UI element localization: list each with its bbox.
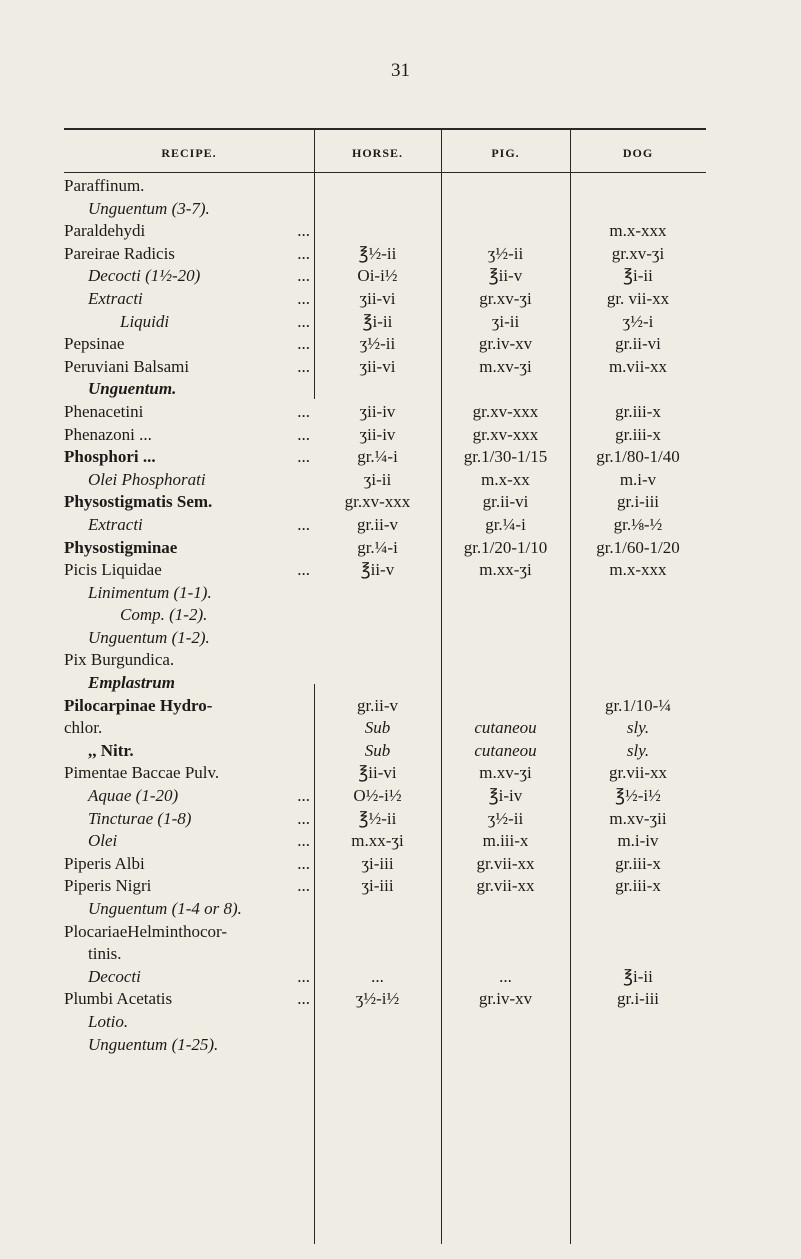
recipe-cell <box>64 469 314 492</box>
table-row <box>64 446 706 469</box>
dog-dose: gr.1/60-1/20 <box>596 537 680 557</box>
recipe-name: Piperis Nigri <box>64 876 152 896</box>
table-row <box>64 921 706 944</box>
pig-dose: m.x-xx <box>481 469 530 489</box>
table-row <box>64 762 706 785</box>
dog-dose: gr.vii-xx <box>608 763 668 783</box>
pig-dose: ʒ½-ii <box>487 243 524 263</box>
leader-dots: ... <box>297 853 310 873</box>
leader-dots: ... <box>297 334 310 354</box>
horse-dose: ʒi-ii <box>363 469 392 489</box>
table-header-rule <box>64 172 706 173</box>
recipe-cell <box>64 988 314 1011</box>
horse-dose: ʒi-iii <box>361 853 394 873</box>
table-row <box>64 288 706 311</box>
leader-dots: ... <box>297 356 310 376</box>
recipe-name: Phosphori ... <box>64 447 156 467</box>
recipe-cell <box>64 537 314 560</box>
horse-dose: ʒii-iv <box>359 401 396 421</box>
recipe-name: Emplastrum <box>88 673 175 693</box>
table-row <box>64 627 706 650</box>
dog-dose: gr.ii-vi <box>615 334 661 354</box>
horse-dose: Sub <box>364 740 391 760</box>
dog-dose: gr. vii-xx <box>606 288 670 308</box>
leader-dots: ... <box>297 514 310 534</box>
dog-dose: gr.i-iii <box>616 989 660 1009</box>
horse-dose: gr.ii-v <box>356 514 399 534</box>
horse-dose: ℥ii-v <box>360 560 395 580</box>
recipe-cell <box>64 1011 314 1034</box>
recipe-name: Liquidi <box>120 311 170 331</box>
table-row <box>64 175 706 198</box>
recipe-name: tinis. <box>88 944 122 964</box>
horse-dose: ʒi-iii <box>361 876 394 896</box>
table-row <box>64 243 706 266</box>
leader-dots: ... <box>297 221 310 241</box>
table-row <box>64 514 706 537</box>
recipe-cell <box>64 198 314 221</box>
recipe-cell <box>64 672 314 695</box>
pig-dose <box>441 921 570 944</box>
pig-dose <box>441 604 570 627</box>
table-row <box>64 559 706 582</box>
recipe-cell <box>64 424 314 447</box>
table-row <box>64 333 706 356</box>
leader-dots: ... <box>297 424 310 444</box>
table-row <box>64 672 706 695</box>
table-row <box>64 966 706 989</box>
table-row <box>64 1011 706 1034</box>
pig-dose <box>441 198 570 221</box>
pig-dose: gr.ii-vi <box>482 492 529 512</box>
dog-dose: gr.1/10-¼ <box>604 695 672 715</box>
recipe-name: Linimentum (1-1). <box>88 582 212 602</box>
dog-dose: ℥½-i½ <box>615 786 661 806</box>
table-row <box>64 740 706 763</box>
pig-dose: cutaneou <box>474 740 537 760</box>
recipe-name: Physostigminae <box>64 537 178 557</box>
pig-dose: ℥i-iv <box>488 786 523 806</box>
recipe-cell <box>64 649 314 672</box>
recipe-name: Decocti <box>88 966 141 986</box>
table-row <box>64 785 706 808</box>
dog-dose <box>570 604 706 627</box>
horse-dose <box>314 582 441 605</box>
horse-dose: ʒii-vi <box>359 288 396 308</box>
dog-dose <box>570 672 706 695</box>
leader-dots: ... <box>297 808 310 828</box>
table-row <box>64 830 706 853</box>
table-row <box>64 943 706 966</box>
recipe-cell <box>64 966 314 989</box>
recipe-cell <box>64 491 314 514</box>
dog-dose <box>570 175 706 198</box>
recipe-cell <box>64 288 314 311</box>
dog-dose <box>570 582 706 605</box>
leader-dots: ... <box>297 966 310 986</box>
recipe-cell <box>64 921 314 944</box>
table-row <box>64 604 706 627</box>
pig-dose <box>441 1034 570 1057</box>
dog-dose: sly. <box>626 718 650 738</box>
horse-dose: ℥½-ii <box>358 243 397 263</box>
horse-dose: Sub <box>364 718 391 738</box>
leader-dots: ... <box>297 243 310 263</box>
recipe-name: Plumbi Acetatis <box>64 989 173 1009</box>
table-top-rule <box>64 128 706 130</box>
recipe-cell <box>64 220 314 243</box>
horse-dose: gr.xv-xxx <box>344 492 411 512</box>
recipe-name: Unguentum (1-4 or 8). <box>88 899 242 918</box>
leader-dots: ... <box>297 447 310 467</box>
pig-dose: ... <box>499 966 512 986</box>
table-row <box>64 988 706 1011</box>
recipe-cell <box>64 1034 314 1057</box>
recipe-name: Unguentum (1-25). <box>88 1034 219 1054</box>
recipe-cell <box>64 898 314 921</box>
recipe-name: Piperis Albi <box>64 853 145 873</box>
table-row <box>64 311 706 334</box>
recipe-cell <box>64 830 314 853</box>
dog-dose: gr.⅛-½ <box>613 514 663 534</box>
recipe-name: Comp. (1-2). <box>120 605 208 625</box>
pig-dose: gr.vii-xx <box>476 853 535 873</box>
pig-dose: m.xv-ʒi <box>479 356 532 376</box>
dog-dose: gr.i-iii <box>616 492 660 512</box>
horse-dose <box>314 198 441 221</box>
horse-dose <box>314 1034 441 1057</box>
leader-dots: ... <box>297 560 310 580</box>
horse-dose: ℥i-ii <box>362 311 393 331</box>
dog-dose: m.xv-ʒii <box>609 808 667 828</box>
dog-dose: gr.xv-ʒi <box>611 243 665 263</box>
table-row <box>64 875 706 898</box>
pig-dose: ʒi-ii <box>491 311 520 331</box>
table-row <box>64 356 706 379</box>
table-row <box>64 265 706 288</box>
recipe-name: Unguentum (3-7). <box>88 198 210 218</box>
pig-dose <box>441 898 570 921</box>
leader-dots: ... <box>297 831 310 851</box>
table-row <box>64 378 706 401</box>
pig-dose <box>441 672 570 695</box>
dog-dose: ʒ½-i <box>622 311 654 331</box>
dog-dose: m.vii-xx <box>608 356 668 376</box>
pig-dose <box>441 943 570 966</box>
dog-dose <box>570 1011 706 1034</box>
recipe-name: Pilocarpinae Hydro- <box>64 695 213 715</box>
recipe-cell <box>64 627 314 650</box>
table-row <box>64 717 706 740</box>
pig-dose: gr.iv-xv <box>478 989 533 1009</box>
recipe-cell <box>64 785 314 808</box>
horse-dose <box>314 943 441 966</box>
table-row <box>64 537 706 560</box>
recipe-cell <box>64 446 314 469</box>
recipe-cell <box>64 604 314 627</box>
dog-dose: gr.1/80-1/40 <box>596 447 680 467</box>
header-dog: DOG <box>622 146 654 160</box>
recipe-name: Pareirae Radicis <box>64 243 175 263</box>
dog-dose <box>570 921 706 944</box>
dog-dose: ℥i-ii <box>623 266 653 286</box>
table-row <box>64 1034 706 1057</box>
pig-dose: gr.¼-i <box>485 514 526 534</box>
recipe-name: Olei <box>88 831 118 851</box>
recipe-cell <box>64 762 314 785</box>
dog-dose <box>570 1034 706 1057</box>
recipe-name: Physostigmatis Sem. <box>64 492 213 512</box>
pig-dose <box>441 220 570 243</box>
dog-dose: sly. <box>626 740 650 760</box>
recipe-name: Phenacetini <box>64 401 144 421</box>
recipe-cell <box>64 175 314 198</box>
pig-dose <box>441 582 570 605</box>
recipe-cell <box>64 401 314 424</box>
recipe-name: PlocariaeHelminthocor- <box>64 921 227 941</box>
page-number: 31 <box>391 60 410 81</box>
recipe-name: Unguentum. <box>88 379 177 399</box>
horse-dose <box>314 604 441 627</box>
recipe-cell <box>64 378 314 401</box>
leader-dots: ... <box>297 311 310 331</box>
dog-dose <box>570 198 706 221</box>
dog-dose: m.x-xxx <box>609 221 667 241</box>
table-row <box>64 808 706 831</box>
horse-dose: ℥½-ii <box>358 808 397 828</box>
horse-dose <box>314 921 441 944</box>
header-pig: PIG. <box>491 146 520 160</box>
pig-dose: m.iii-x <box>482 831 529 851</box>
pig-dose: ʒ½-ii <box>487 808 524 828</box>
dog-dose: gr.iii-x <box>615 424 661 444</box>
table-row <box>64 853 706 876</box>
dog-dose: m.x-xxx <box>609 560 667 580</box>
recipe-name: Pix Burgundica. <box>64 650 175 670</box>
recipe-cell <box>64 265 314 288</box>
recipe-name: Extracti <box>88 514 143 534</box>
table-row <box>64 220 706 243</box>
recipe-cell <box>64 514 314 537</box>
pig-dose: gr.iv-xv <box>478 334 533 354</box>
table-row <box>64 898 706 921</box>
recipe-cell <box>64 875 314 898</box>
horse-dose: ʒ½-i½ <box>355 989 400 1009</box>
recipe-name: Unguentum (1-2). <box>88 627 210 647</box>
leader-dots: ... <box>297 786 310 806</box>
recipe-name: Paraldehydi <box>64 221 146 241</box>
recipe-name: Tincturae (1-8) <box>88 808 192 828</box>
recipe-name: Decocti (1½-20) <box>88 266 201 286</box>
recipe-cell <box>64 695 314 718</box>
table-row <box>64 491 706 514</box>
recipe-name: Aquae (1-20) <box>88 786 179 806</box>
leader-dots: ... <box>297 266 310 286</box>
dog-dose <box>570 943 706 966</box>
horse-dose: gr.ii-v <box>356 695 399 715</box>
pig-dose <box>441 695 570 718</box>
pig-dose <box>441 175 570 198</box>
dog-dose: gr.iii-x <box>615 401 661 421</box>
recipe-name: Lotio. <box>88 1011 129 1031</box>
table-row <box>64 401 706 424</box>
pig-dose: gr.xv-xxx <box>472 401 539 421</box>
horse-dose <box>314 220 441 243</box>
leader-dots: ... <box>297 876 310 896</box>
pig-dose: m.xv-ʒi <box>479 763 532 783</box>
recipe-cell <box>64 311 314 334</box>
horse-dose: ʒii-vi <box>359 356 396 376</box>
recipe-cell <box>64 808 314 831</box>
dog-dose: ℥i-ii <box>623 966 653 986</box>
horse-dose: m.xx-ʒi <box>351 831 404 851</box>
recipe-cell <box>64 740 314 763</box>
pig-dose: gr.vii-xx <box>476 876 535 896</box>
dog-dose <box>570 898 706 921</box>
recipe-cell <box>64 356 314 379</box>
header-horse: HORSE. <box>351 146 403 160</box>
dog-dose <box>570 649 706 672</box>
horse-dose: ʒii-iv <box>359 424 396 444</box>
recipe-cell <box>64 333 314 356</box>
pig-dose <box>441 1011 570 1034</box>
horse-dose: ... <box>371 966 384 986</box>
horse-dose: gr.¼-i <box>357 447 398 467</box>
dog-dose: m.i-v <box>619 469 657 489</box>
recipe-name: chlor. <box>64 718 103 738</box>
horse-dose <box>314 175 441 198</box>
dog-dose <box>570 378 706 401</box>
table-row <box>64 424 706 447</box>
table-row <box>64 649 706 672</box>
horse-dose <box>314 649 441 672</box>
dosage-table <box>64 175 706 1056</box>
pig-dose: gr.1/20-1/10 <box>463 537 548 557</box>
recipe-name: Extracti <box>88 288 143 308</box>
horse-dose: ℥ii-vi <box>358 763 397 783</box>
pig-dose: gr.xv-xxx <box>472 424 539 444</box>
recipe-cell <box>64 582 314 605</box>
table-row <box>64 582 706 605</box>
pig-dose: gr.1/30-1/15 <box>463 447 548 467</box>
pig-dose <box>441 378 570 401</box>
recipe-name: Pepsinae <box>64 334 125 354</box>
horse-dose: gr.¼-i <box>357 537 398 557</box>
dog-dose: m.i-iv <box>617 831 659 851</box>
pig-dose <box>441 627 570 650</box>
dog-dose <box>570 627 706 650</box>
recipe-cell <box>64 853 314 876</box>
horse-dose <box>314 627 441 650</box>
pig-dose: cutaneou <box>474 718 537 738</box>
pig-dose: gr.xv-ʒi <box>479 288 532 308</box>
horse-dose: O½-i½ <box>353 786 402 806</box>
pig-dose <box>441 649 570 672</box>
dog-dose: gr.iii-x <box>615 876 661 896</box>
recipe-name: Olei Phosphorati <box>88 469 206 489</box>
horse-dose: Oi-i½ <box>357 266 398 286</box>
recipe-cell <box>64 943 314 966</box>
recipe-name: Pimentae Baccae Pulv. <box>64 763 220 783</box>
leader-dots: ... <box>297 288 310 308</box>
recipe-cell <box>64 717 314 740</box>
recipe-name: Paraffinum. <box>64 176 145 195</box>
dog-dose: gr.iii-x <box>615 853 661 873</box>
recipe-cell <box>64 243 314 266</box>
recipe-name: Phenazoni ... <box>64 424 152 444</box>
horse-dose <box>314 672 441 695</box>
horse-dose <box>314 898 441 921</box>
header-recipe: RECIPE. <box>161 146 217 160</box>
leader-dots: ... <box>297 401 310 421</box>
recipe-name: Peruviani Balsami <box>64 356 190 376</box>
horse-dose <box>314 378 441 401</box>
leader-dots: ... <box>297 989 310 1009</box>
horse-dose: ʒ½-ii <box>359 334 396 354</box>
table-row <box>64 695 706 718</box>
pig-dose: m.xx-ʒi <box>479 560 532 580</box>
recipe-name: Picis Liquidae <box>64 560 162 580</box>
recipe-cell <box>64 559 314 582</box>
table-row <box>64 198 706 221</box>
pig-dose: ℥ii-v <box>488 266 523 286</box>
horse-dose <box>314 1011 441 1034</box>
table-row <box>64 469 706 492</box>
recipe-name: ,, Nitr. <box>88 740 134 760</box>
